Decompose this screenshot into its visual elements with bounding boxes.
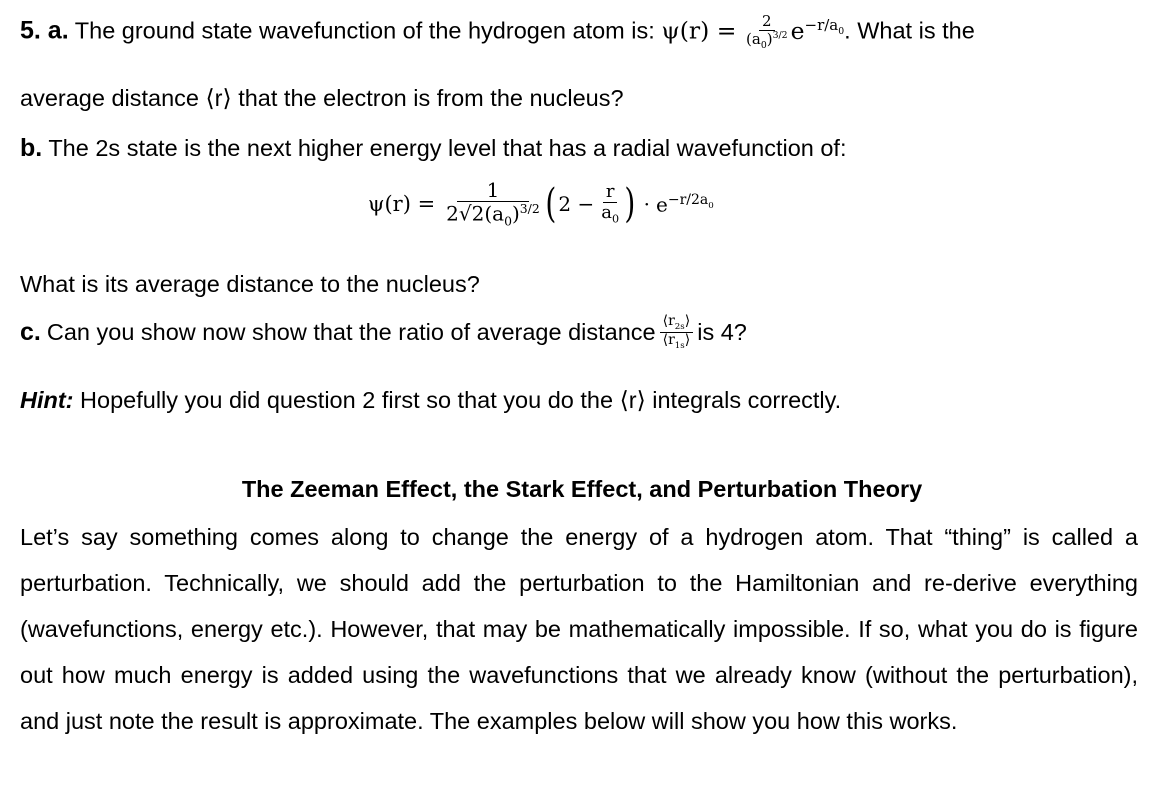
question-5c-line — [20, 314, 747, 351]
psi-symbol: ψ(r) = — [661, 16, 737, 45]
equation-2s-wavefunction — [368, 180, 714, 228]
exponential-2s: $e^{-r/2a_0}$ — [656, 191, 714, 217]
question-5a-line1 — [20, 14, 975, 51]
hint-text: Hopefully you did question 2 first so that you do the ⟨r⟩ integrals correctly. — [80, 387, 842, 413]
question-5c-text: Can you show now show that the ratio of average distance — [46, 319, 656, 346]
psi-symbol-2s: ψ(r) = — [368, 192, 436, 217]
hint-label: Hint: — [20, 387, 74, 413]
question-5a-text-after: . What is the — [844, 17, 975, 44]
multiply-dot: · — [643, 192, 651, 217]
section-paragraph: Let’s say something comes along to change the energy of a hydrogen atom. That “thing” is called a perturbation. Technically, we should add the perturbation to the Hamiltonian and re-derive everything (wavefunctions, energy etc.). However, that may be mathematically impossible. If so, what you do is figure out how much energy is added using the wavefunctions that we already know (without the perturbation), and just note the result is approximate. The examples below will show you how this works. — [20, 524, 1138, 734]
question-5b-question: What is its average distance to the nucleus? — [20, 271, 480, 297]
question-5a-text: The ground state wavefunction of the hydrogen atom is: — [74, 17, 655, 44]
exponential: $e^{-r/a_0}$ — [790, 15, 845, 45]
r-over-a0-fraction: $\frac{r}{a_0}$ — [601, 180, 620, 226]
question-5a-label: 5. a. — [20, 16, 69, 45]
fraction-denominator-2s: $2√2(a_0)^{3/2}$ — [446, 201, 540, 229]
normalization-fraction-2s — [443, 180, 543, 228]
fraction-denominator: $(a_0)^{3/2}$ — [746, 29, 788, 51]
question-5b-label: b. — [20, 134, 43, 162]
left-paren: ( — [545, 181, 557, 228]
question-5b-text: The 2s state is the next higher energy level that has a radial wavefunction of: — [48, 135, 847, 161]
section-title: The Zeeman Effect, the Stark Effect, and Perturbation Theory — [241, 476, 923, 502]
question-5c-text-after: is 4? — [697, 319, 747, 346]
normalization-fraction — [743, 14, 791, 51]
ratio-fraction: $\frac{⟨r_{2s}⟩}{⟨r_{1s}⟩}$ — [660, 314, 694, 351]
paren-two: 2 − — [558, 192, 595, 217]
question-5b-line — [20, 134, 847, 163]
fraction-numerator: 2 — [759, 14, 775, 31]
right-paren: ) — [624, 181, 636, 228]
question-5c-label: c. — [20, 318, 41, 347]
question-5a-line2: average distance ⟨r⟩ that the electron is from the nucleus? — [20, 85, 624, 111]
hint-line — [20, 386, 841, 414]
fraction-numerator-2s: 1 — [457, 180, 530, 202]
